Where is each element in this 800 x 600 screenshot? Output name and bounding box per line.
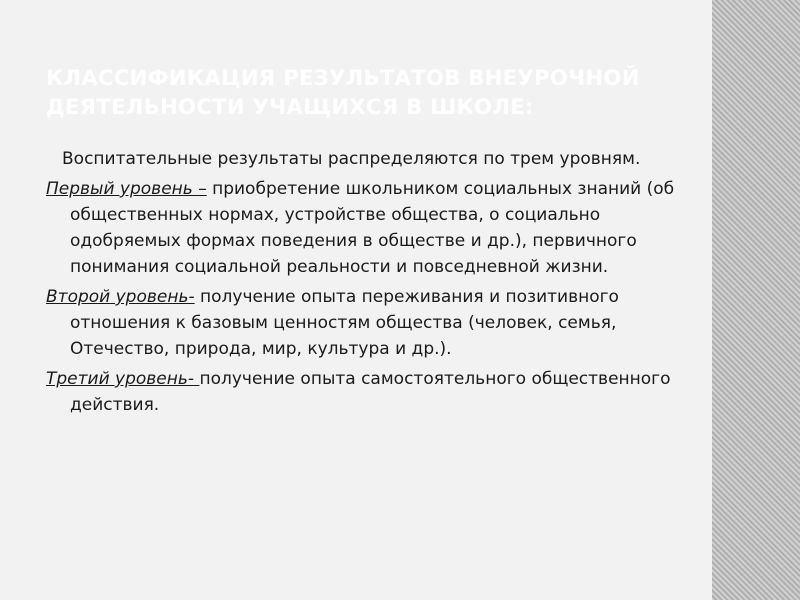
level-1-term: Первый уровень – [46, 179, 207, 199]
level-3-paragraph [46, 366, 676, 418]
intro-paragraph: Воспитательные результаты распределяются по трем уровням. [62, 149, 641, 169]
level-2-term: Второй уровень- [46, 287, 195, 307]
slide-title: КЛАССИФИКАЦИЯ РЕЗУЛЬТАТОВ ВНЕУРОЧНОЙ ДЕЯТЕЛЬНОСТИ УЧАЩИХСЯ В ШКОЛЕ: [46, 66, 640, 119]
level-1-text: приобретение школьником социальных знаний (об общественных нормах, устройстве общества, о социально одобряемых формах поведения в обществе и др.), первичного понимания социальной реальности и повседневной жизни. [70, 179, 675, 277]
decorative-side-stripe [712, 0, 800, 600]
level-2-paragraph [46, 284, 676, 362]
level-3-term: Третий уровень- [46, 369, 200, 389]
slide-body [46, 146, 676, 422]
level-2-text: получение опыта переживания и позитивного отношения к базовым ценностям общества (человек, семья, Отечество, природа, мир, культура и др.). [70, 287, 619, 359]
level-3-text: получение опыта самостоятельного общественного действия. [70, 369, 671, 415]
level-1-paragraph [46, 176, 676, 280]
